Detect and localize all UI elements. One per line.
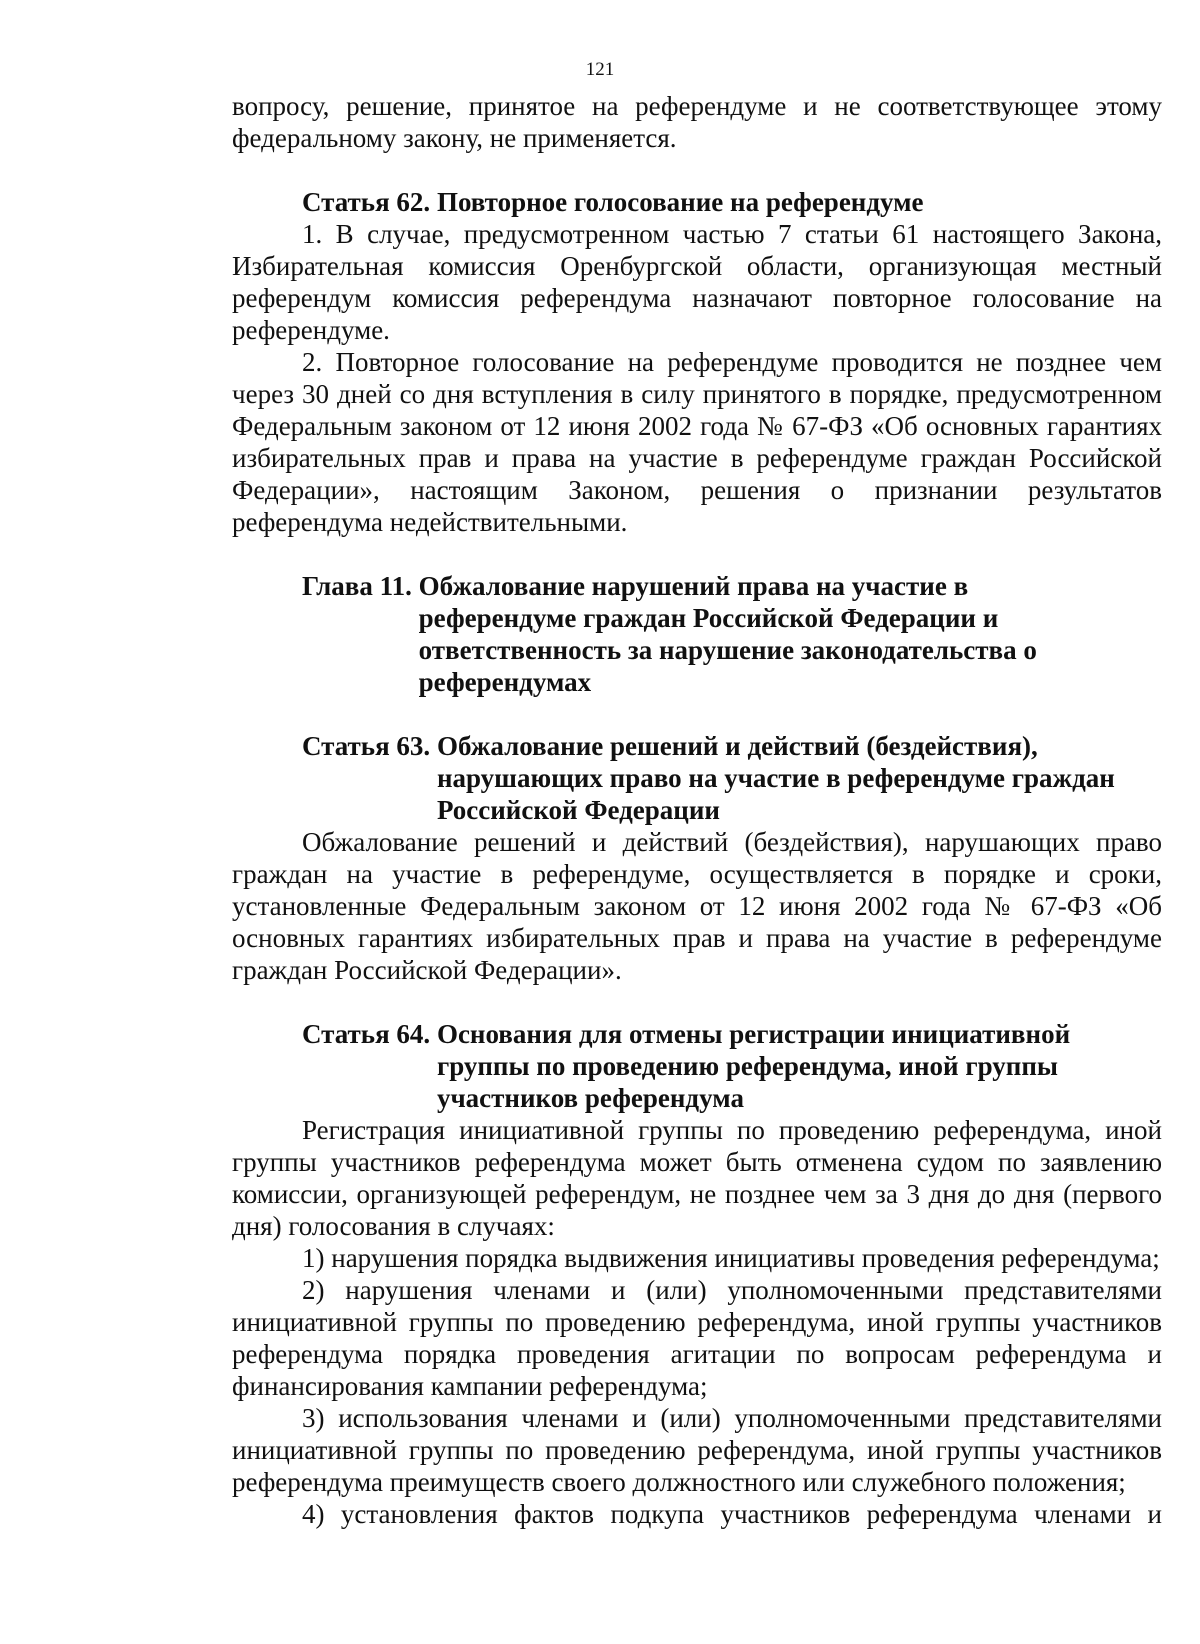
article-62-paragraph-2: 2. Повторное голосование на референдуме проводится не позднее чем через 30 дней со дня вступления в силу принятого в порядке, предусмотренном Федеральным законом от 12 июня 2002 года № 67-ФЗ «Об основных гарантиях избирательных прав и права на участие в референдуме граждан Российской Федерации», настоящим Законом, решения о признании результатов референдума недействительными.: [232, 347, 1162, 537]
article-63-title: Обжалование решений и действий (бездействия), нарушающих право на участие в референдуме граждан Российской Федерации: [436, 731, 1115, 825]
article-62-label: Статья 62.: [302, 187, 437, 217]
article-64-item-3: 3) использования членами и (или) уполномоченными представителями инициативной группы по проведению референдума, иной группы участников референдума преимуществ своего должностного или служебного положения;: [232, 1403, 1162, 1497]
article-63-label: Статья 63.: [302, 731, 437, 761]
article-64-heading: [232, 1018, 1162, 1114]
document-body: [232, 90, 1162, 1530]
article-64-paragraph-1: Регистрация инициативной группы по проведению референдума, иной группы участников референдума может быть отменена судом по заявлению комиссии, организующей референдум, не позднее чем за 3 дня до дня (первого дня) голосования в случаях:: [232, 1115, 1162, 1241]
article-64-item-4: 4) установления фактов подкупа участников референдума членами и: [302, 1499, 1162, 1529]
article-63-heading: [232, 730, 1162, 826]
article-62-heading: [232, 186, 1162, 218]
chapter-11-title: Обжалование нарушений права на участие в референдуме граждан Российской Федерации и ответственность за нарушение законодательства о референдумах: [418, 571, 1037, 697]
chapter-11-label: Глава 11.: [302, 571, 419, 601]
page-number: 121: [585, 59, 615, 80]
article-64-item-2: 2) нарушения членами и (или) уполномоченными представителями инициативной группы по проведению референдума, иной группы участников референдума порядка проведения агитации по вопросам референдума и финансирования кампании референдума;: [232, 1275, 1162, 1401]
article-64-item-1: 1) нарушения порядка выдвижения инициативы проведения референдума;: [302, 1243, 1160, 1273]
intro-paragraph: вопросу, решение, принятое на референдуме и не соответствующее этому федеральному закону, не применяется.: [232, 91, 1162, 153]
article-63-paragraph-1: Обжалование решений и действий (бездействия), нарушающих право граждан на участие в референдуме, осуществляется в порядке и сроки, установленные Федеральным законом от 12 июня 2002 года № 67-ФЗ «Об основных гарантиях избирательных прав и права на участие в референдуме граждан Российской Федерации».: [232, 827, 1162, 985]
article-64-title: Основания для отмены регистрации инициативной группы по проведению референдума, иной группы участников референдума: [436, 1019, 1071, 1113]
chapter-11-heading: [232, 570, 1162, 698]
article-64-label: Статья 64.: [302, 1019, 437, 1049]
article-62-title: Повторное голосование на референдуме: [436, 187, 924, 217]
article-62-paragraph-1: 1. В случае, предусмотренном частью 7 статьи 61 настоящего Закона, Избирательная комиссия Оренбургской области, организующая местный референдум комиссия референдума назначают повторное голосование на референдуме.: [232, 219, 1162, 345]
